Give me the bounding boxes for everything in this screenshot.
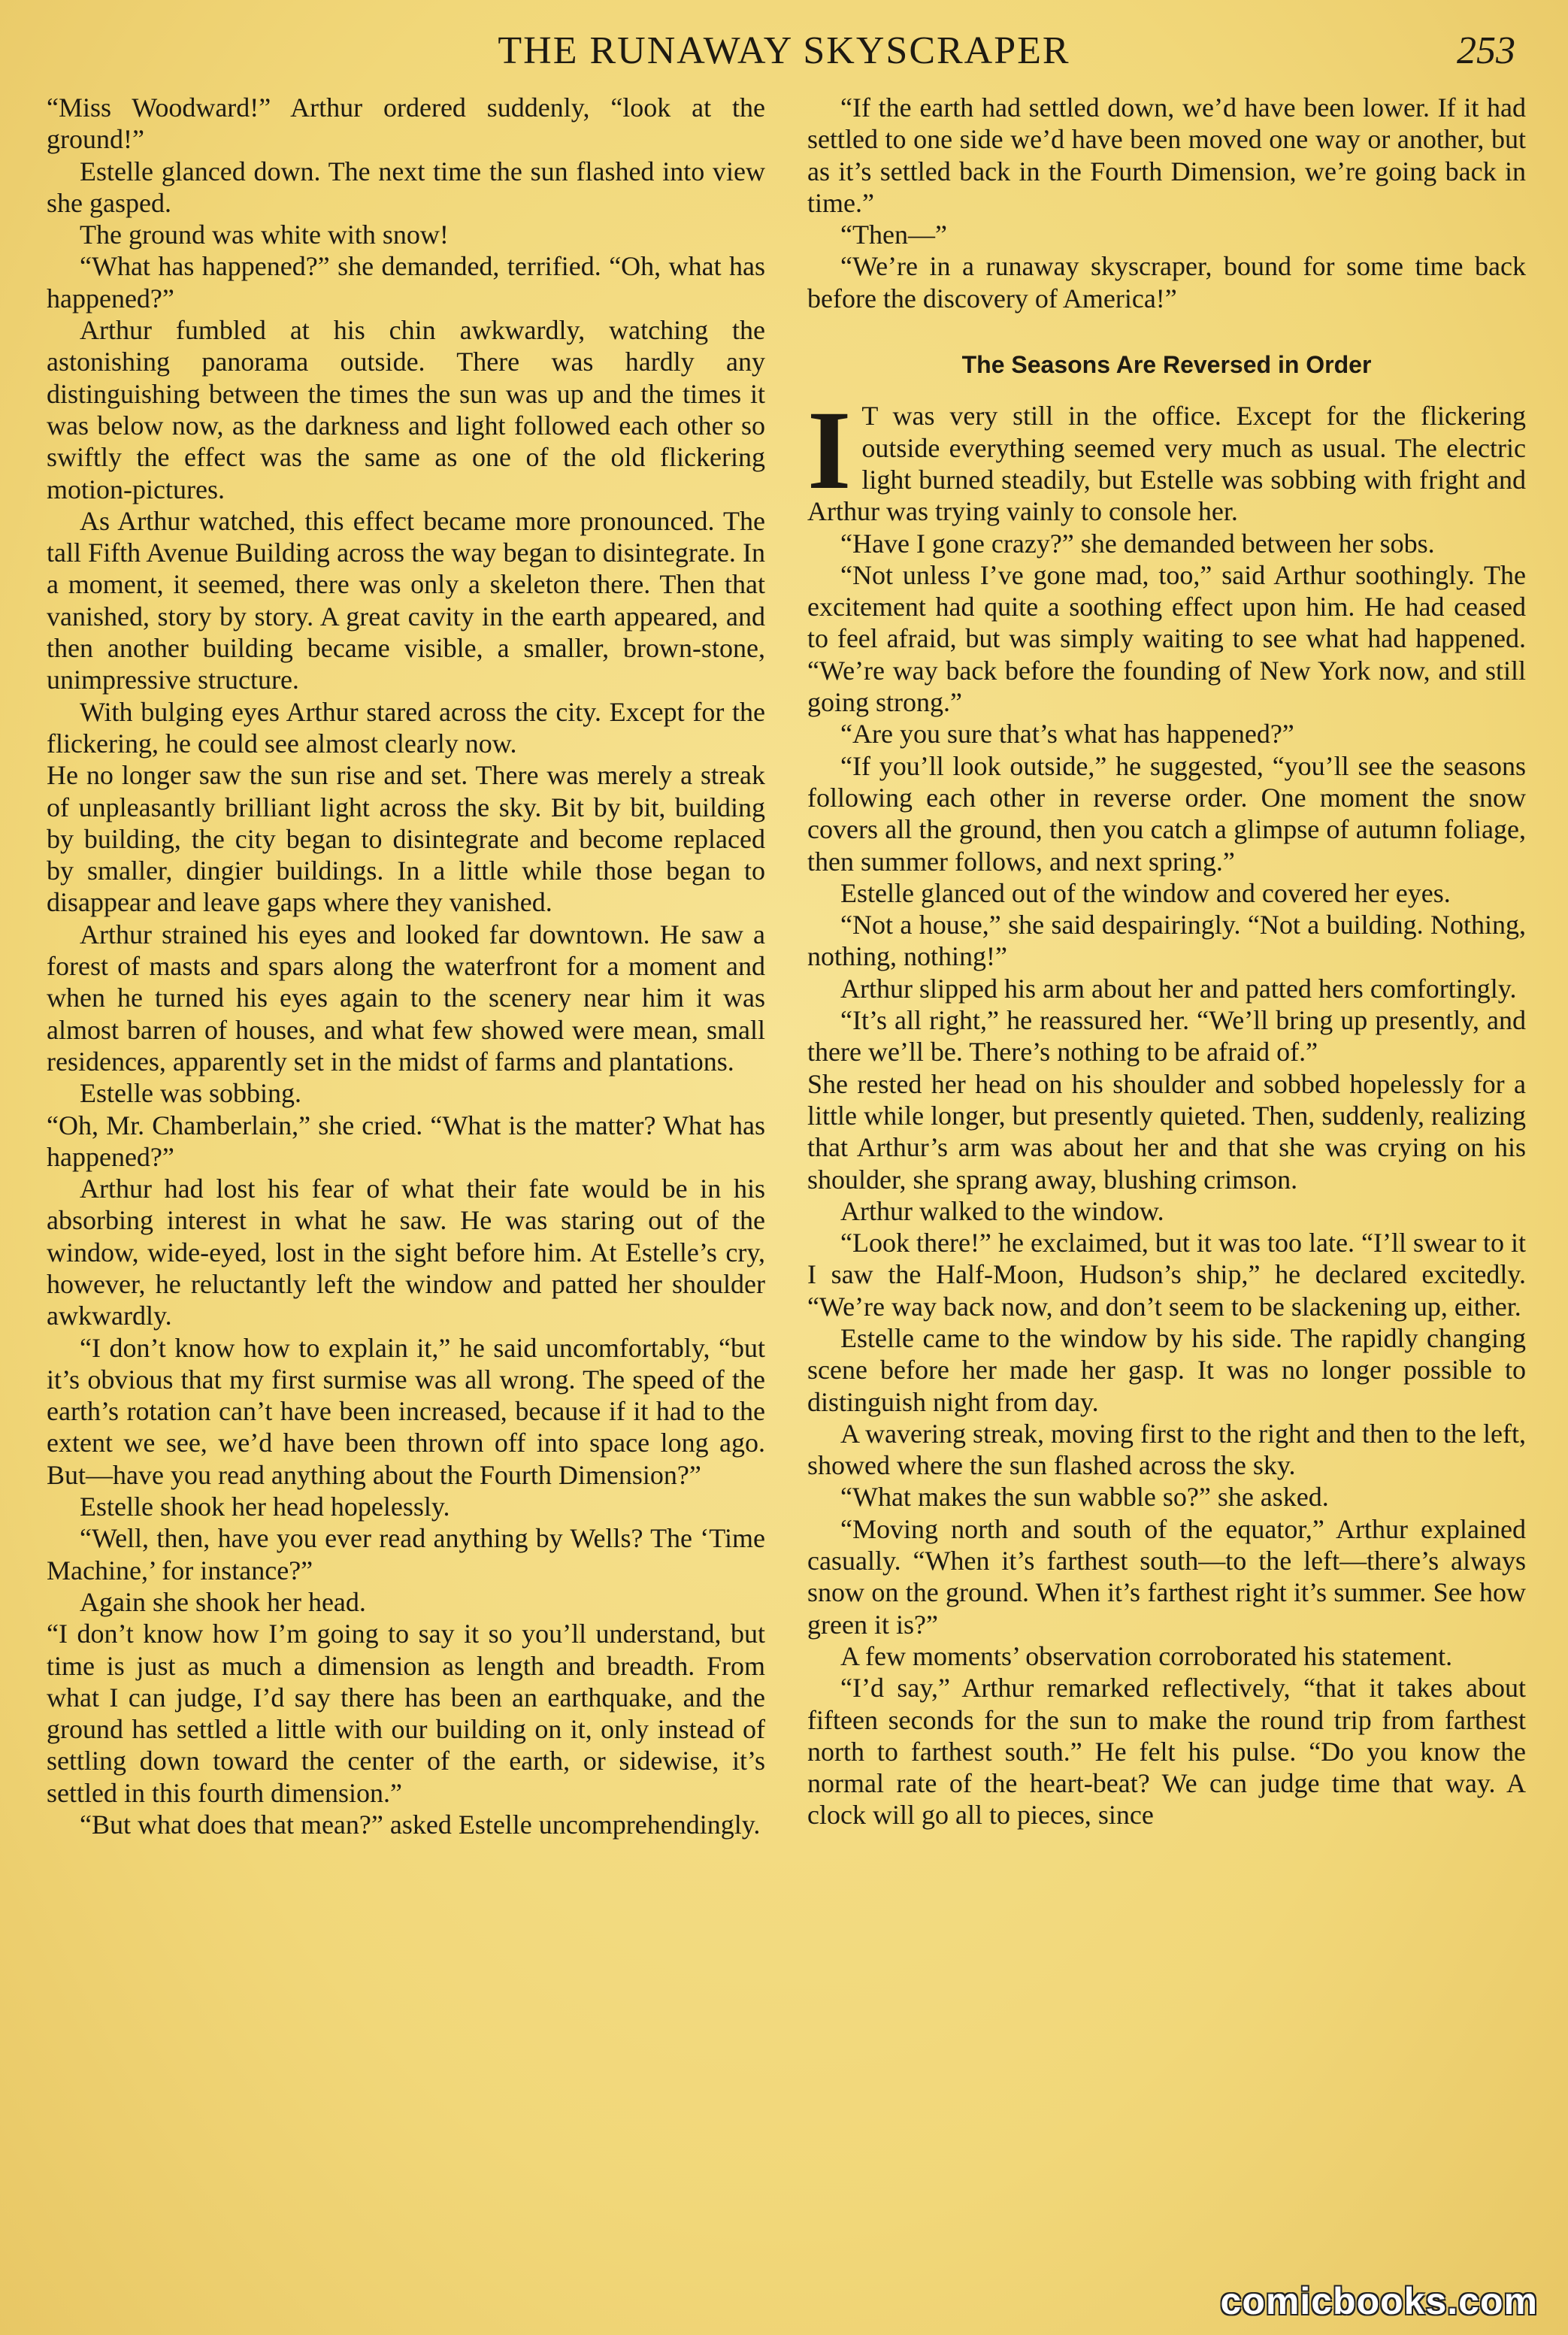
section-heading: The Seasons Are Reversed in Order bbox=[961, 351, 1372, 379]
paragraph: Arthur walked to the window. bbox=[840, 1195, 1164, 1226]
paragraph: “Look there!” he exclaimed, but it was too late. “I’ll swear to it I saw the Half-Moon, Hudson’s ship,” he declared excitedly. “We’re way back now, and don’t seem to be slackening up, either. bbox=[807, 1228, 1526, 1322]
paragraph: “I don’t know how to explain it,” he said uncomfortably, “but it’s obvious that my first surmise was all wrong. The speed of the earth’s rotation can’t have been increased, because if it had to the extent we see, we’d have been thrown off into space long ago. But—have you read anything about the Fourth Dimension?” bbox=[47, 1332, 765, 1490]
drop-cap: I bbox=[807, 388, 852, 513]
paragraph: Estelle came to the window by his side. The rapidly changing scene before her made her gasp. It was no longer possible to distinguish night from day. bbox=[807, 1322, 1526, 1417]
paragraph: Estelle was sobbing. bbox=[80, 1078, 301, 1109]
paragraph: Again she shook her head. bbox=[80, 1586, 366, 1617]
paragraph: “Moving north and south of the equator,” Arthur explained casually. “When it’s farthest south—to the left—there’s always snow on the ground. When it’s farthest right it’s summer. See how green it is?” bbox=[807, 1513, 1526, 1640]
paragraph: As Arthur watched, this effect became more pronounced. The tall Fifth Avenue Building across the way began to disintegrate. In a moment, it seemed, there was only a skeleton there. Then that vanished, story by story. A great cavity in the earth appeared, and then another building became visible, a smaller, brown-stone, unimpressive structure. bbox=[47, 505, 765, 695]
paragraph: “Not unless I’ve gone mad, too,” said Arthur soothingly. The excitement had quite a soothing effect upon him. He had ceased to feel afraid, but was simply waiting to see what had happened. “We’re way back before the founding of New York now, and still going strong.” bbox=[807, 559, 1526, 718]
paragraph: A wavering streak, moving first to the right and then to the left, showed where the sun flashed across the sky. bbox=[807, 1418, 1526, 1481]
paragraph: “It’s all right,” he reassured her. “We’ll bring up presently, and there we’ll be. There’s nothing to be afraid of.” bbox=[807, 1005, 1526, 1068]
paragraph: With bulging eyes Arthur stared across the city. Except for the flickering, he could see almost clearly now. bbox=[47, 696, 765, 759]
paragraph: The ground was white with snow! bbox=[80, 220, 449, 250]
paragraph: Arthur slipped his arm about her and patted hers comfortingly. bbox=[840, 973, 1517, 1004]
right-column bbox=[807, 92, 1526, 1831]
paragraph: Arthur had lost his fear of what their fate would be in his absorbing interest in what he saw. He was staring out of the window, wide-eyed, lost in the sight before him. At Estelle’s cry, however, he reluctantly left the window and patted her shoulder awkwardly. bbox=[47, 1174, 765, 1331]
paragraph: He no longer saw the sun rise and set. There was merely a streak of unpleasantly brilliant light across the sky. Bit by bit, building by building, the city began to disintegrate and become replaced by smaller, dingier buildings. In a little while those began to disappear and leave gaps where they vanished. bbox=[47, 760, 765, 918]
opening-paragraph bbox=[807, 388, 1526, 527]
paragraph: “Oh, Mr. Chamberlain,” she cried. “What is the matter? What has happened?” bbox=[47, 1110, 765, 1172]
paragraph: Estelle shook her head hopelessly. bbox=[80, 1492, 450, 1522]
paragraph: Estelle glanced down. The next time the sun flashed into view she gasped. bbox=[47, 156, 765, 218]
paragraph: “Not a house,” she said despairingly. “Not a building. Nothing, nothing, nothing!” bbox=[807, 910, 1526, 972]
paragraph: “I don’t know how I’m going to say it so you’ll understand, but time is just as much a dimension as length and breadth. From what I can judge, I’d say there has been an earthquake, and the ground has settled a little with our building on it, only instead of settling down toward the center of the earth, or sidewise, it’s settled in this fourth dimension.” bbox=[47, 1619, 765, 1808]
paragraph: She rested her head on his shoulder and sobbed hopelessly for a little while longer, but presently quieted. Then, suddenly, realizing that Arthur’s arm was about her and that she was crying on his shoulder, she sprang away, blushing crimson. bbox=[807, 1068, 1526, 1195]
paragraph: “What makes the sun wabble so?” she asked. bbox=[840, 1482, 1329, 1513]
left-column bbox=[47, 92, 765, 1840]
page-header bbox=[45, 29, 1523, 81]
paragraph: “What has happened?” she demanded, terrified. “Oh, what has happened?” bbox=[47, 251, 765, 313]
opening-text: T was very still in the office. Except for the flickering outside everything seemed very much as usual. The electric light burned steadily, but Estelle was sobbing with fright and Arthur was trying vainly to console her. bbox=[807, 401, 1526, 527]
watermark: comicbooks.com bbox=[1220, 2280, 1538, 2322]
paragraph: “But what does that mean?” asked Estelle uncomprehendingly. bbox=[80, 1810, 761, 1840]
paragraph: “Are you sure that’s what has happened?” bbox=[840, 719, 1294, 750]
paragraph: Arthur fumbled at his chin awkwardly, watching the astonishing panorama outside. There was hardly any distinguishing between the times the sun was up and the times it was below now, as the darkness and light followed each other so swiftly the effect was the same as one of the old flickering motion-pictures. bbox=[47, 315, 765, 504]
paragraph: “Miss Woodward!” Arthur ordered suddenly, “look at the ground!” bbox=[47, 92, 765, 155]
paragraph: “If you’ll look outside,” he suggested, “you’ll see the seasons following each other in reverse order. One moment the snow covers all the ground, then you catch a glimpse of autumn foliage, then summer follows, and next spring.” bbox=[807, 750, 1526, 877]
paragraph: “If the earth had settled down, we’d have been lower. If it had settled to one side we’d have been moved one way or another, but as it’s settled back in the Fourth Dimension, we’re going back in time.” bbox=[807, 92, 1526, 218]
paragraph: “Have I gone crazy?” she demanded between her sobs. bbox=[840, 528, 1435, 559]
paragraph: A few moments’ observation corroborated his statement. bbox=[840, 1640, 1453, 1671]
paragraph: “Well, then, have you ever read anything by Wells? The ‘Time Machine,’ for instance?” bbox=[47, 1523, 765, 1585]
running-title: THE RUNAWAY SKYSCRAPER bbox=[498, 29, 1070, 72]
page-number: 253 bbox=[1457, 29, 1515, 72]
paragraph: “I’d say,” Arthur remarked reflectively, “that it takes about fifteen seconds for the sun to make the round trip from farthest north to farthest south.” He felt his pulse. “Do you know the normal rate of the heart-beat? We can judge time that way. A clock will go all to pieces, since bbox=[807, 1673, 1526, 1831]
paragraph: “We’re in a runaway skyscraper, bound for some time back before the discovery of America!” bbox=[807, 251, 1526, 313]
paragraph: “Then—” bbox=[840, 220, 947, 250]
paragraph: Estelle glanced out of the window and covered her eyes. bbox=[840, 877, 1451, 908]
paragraph: Arthur strained his eyes and looked far downtown. He saw a forest of masts and spars along the waterfront for a moment and when he turned his eyes again to the scenery near him it was almost barren of houses, and what few showed were mean, small residences, apparently set in the midst of farms and plantations. bbox=[47, 919, 765, 1077]
